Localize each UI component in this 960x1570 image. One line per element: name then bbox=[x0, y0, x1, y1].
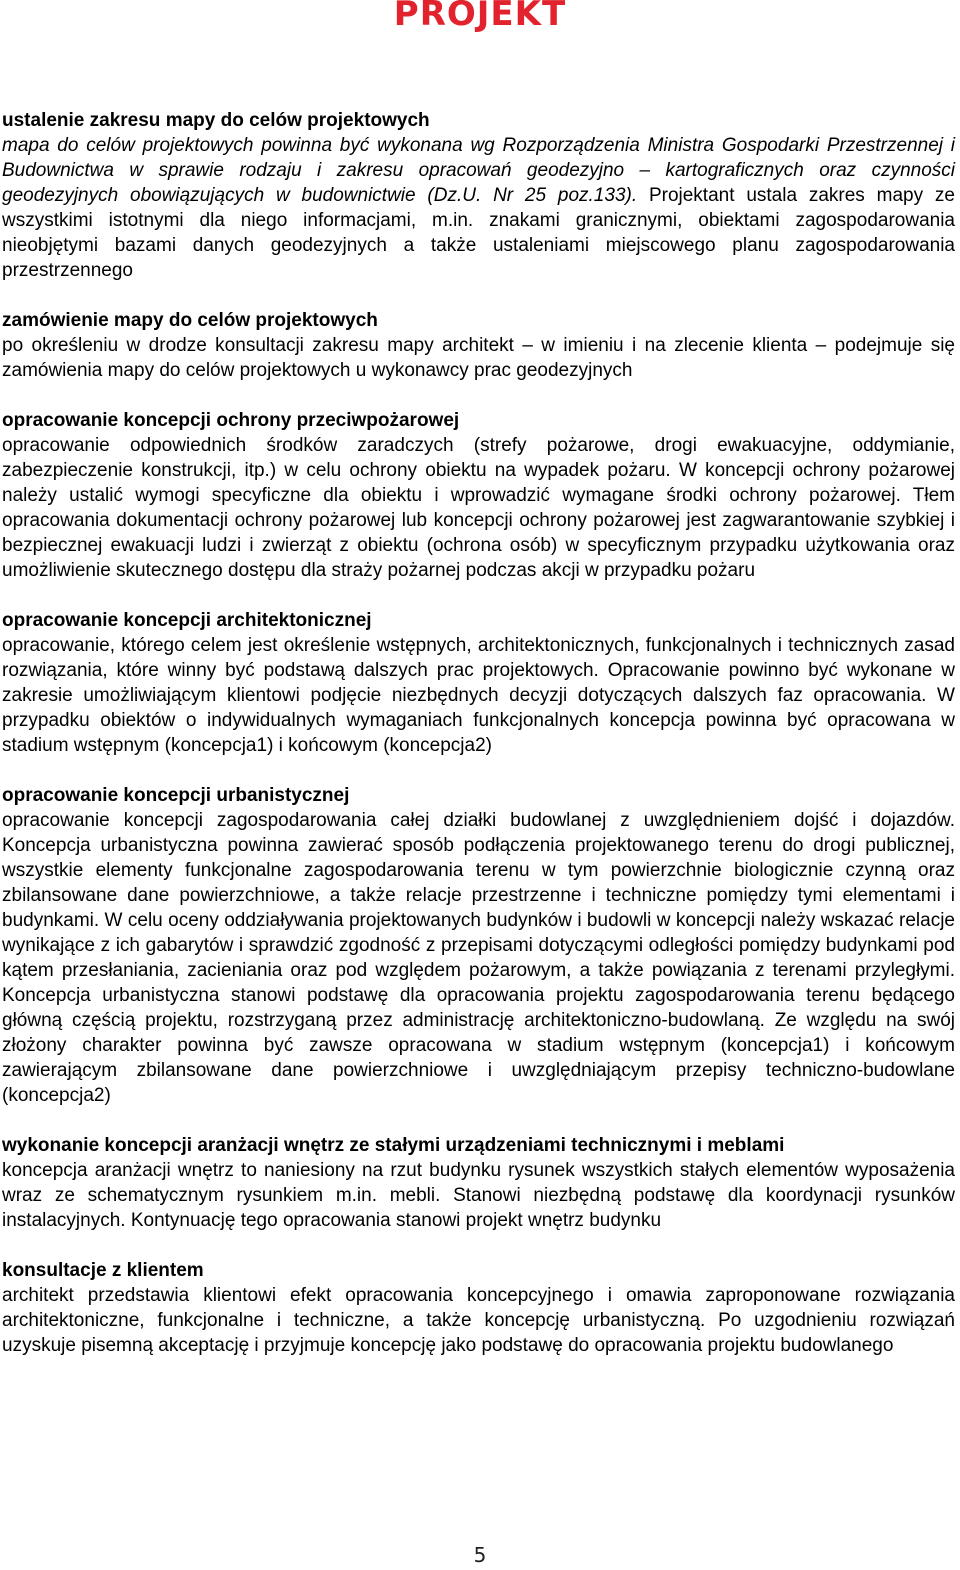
section-urban-concept bbox=[2, 783, 955, 1108]
section-body-italic: mapa do celów projektowych powinna być wykonana wg Rozporządzenia Ministra Gospodarki Przestrzennej i Budownictwa w sprawie rodzaju i zakresu opracowań geodezyjno – kartograficznych oraz czynności geodezyjnych obowiązujących w budownictwie (Dz.U. Nr 25 poz.133). bbox=[2, 135, 955, 206]
section-fire-protection bbox=[2, 408, 955, 583]
section-architectural-concept bbox=[2, 608, 955, 758]
section-map-scope bbox=[2, 108, 955, 283]
section-heading: ustalenie zakresu mapy do celów projektowych bbox=[2, 110, 430, 131]
section-body: opracowanie odpowiednich środków zaradczych (strefy pożarowe, drogi ewakuacyjne, oddymianie, zabezpieczenie konstrukcji, itp.) w celu ochrony obiektu na wypadek pożaru. W koncepcji ochrony pożarowej należy ustalić wymogi specyficzne dla obiektu i wprowadzić wymagane środki ochrony pożarowej. Tłem opracowania dokumentacji ochrony pożarowej lub koncepcji ochrony pożarowej jest zagwarantowanie szybkiej i bezpiecznej ewakuacji ludzi i zwierząt z obiektu (ochrona osób) w specyficznym przypadku użytkowania oraz umożliwienie skutecznego dostępu dla straży pożarnej podczas akcji w przypadku pożaru bbox=[2, 435, 955, 581]
page-number: 5 bbox=[473, 1543, 487, 1567]
section-heading: konsultacje z klientem bbox=[2, 1260, 204, 1281]
section-body-text: Projektant ustala zakres mapy ze wszystkimi istotnymi dla niego informacjami, m.in. znakami granicznymi, obiektami zagospodarowania nieobjętymi bazami danych geodezyjnych a także ustaleniami miejscowego planu zagospodarowania przestrzennego bbox=[2, 185, 955, 281]
section-heading: wykonanie koncepcji aranżacji wnętrz ze stałymi urządzeniami technicznymi i meblami bbox=[2, 1135, 785, 1156]
section-client-consultation bbox=[2, 1258, 955, 1358]
section-body: koncepcja aranżacji wnętrz to naniesiony na rzut budynku rysunek wszystkich stałych elementów wyposażenia wraz ze schematycznym rysunkiem m.in. mebli. Stanowi niezbędną podstawę dla koordynacji rysunków instalacyjnych. Kontynuację tego opracowania stanowi projekt wnętrz budynku bbox=[2, 1160, 955, 1231]
section-body: po określeniu w drodze konsultacji zakresu mapy architekt – w imieniu i na zlecenie klienta – podejmuje się zamówienia mapy do celów projektowych u wykonawcy prac geodezyjnych bbox=[2, 335, 955, 381]
projekt-stamp: PROJEKT bbox=[393, 0, 567, 34]
section-body bbox=[2, 133, 955, 283]
section-heading: opracowanie koncepcji architektonicznej bbox=[2, 610, 372, 631]
section-body: opracowanie, którego celem jest określenie wstępnych, architektonicznych, funkcjonalnych i technicznych zasad rozwiązania, które winny być podstawą dalszych prac projektowych. Opracowanie powinno być wykonane w zakresie umożliwiającym klientowi podjęcie niezbędnych decyzji dotyczących dalszych faz opracowania. W przypadku obiektów o indywidualnych wymaganiach funkcjonalnych koncepcja powinna być opracowana w stadium wstępnym (koncepcja1) i końcowym (koncepcja2) bbox=[2, 635, 955, 756]
document-body bbox=[2, 108, 955, 1383]
section-body: opracowanie koncepcji zagospodarowania całej działki budowlanej z uwzględnieniem dojść i dojazdów. Koncepcja urbanistyczna powinna zawierać sposób podłączenia projektowanego terenu do drogi publicznej, wszystkie elementy funkcjonalne zagospodarowania terenu w tym powierzchnie biologicznie czynną oraz zbilansowane dane powierzchniowe, a także relacje przestrzenne i techniczne pomiędzy tymi elementami i budynkami. W celu oceny oddziaływania projektowanych budynków i budowli w koncepcji należy wskazać relacje wynikające z ich gabarytów i sprawdzić zgodność z przepisami dotyczącymi odległości pomiędzy budynkami pod kątem przesłaniania, zacieniania oraz pod względem pożarowym, a także powiązania z terenami przyległymi. Koncepcja urbanistyczna stanowi podstawę dla opracowania projektu zagospodarowania terenu będącego główną częścią projektu, rozstrzyganą przez administrację architektoniczno-budowlaną. Ze względu na swój złożony charakter powinna być zawsze opracowana w stadium wstępnym (koncepcja1) i końcowym zawierającym zbilansowane dane powierzchniowe i uwzględniającym przepisy techniczno-budowlane (koncepcja2) bbox=[2, 810, 955, 1106]
section-heading: zamówienie mapy do celów projektowych bbox=[2, 310, 378, 331]
section-map-order bbox=[2, 308, 955, 383]
section-heading: opracowanie koncepcji urbanistycznej bbox=[2, 785, 350, 806]
section-interior-concept bbox=[2, 1133, 955, 1233]
section-body: architekt przedstawia klientowi efekt opracowania koncepcyjnego i omawia zaproponowane rozwiązania architektoniczne, funkcjonalne i techniczne, a także koncepcję urbanistyczną. Po uzgodnieniu rozwiązań uzyskuje pisemną akceptację i przyjmuje koncepcję jako podstawę do opracowania projektu budowlanego bbox=[2, 1285, 955, 1356]
section-heading: opracowanie koncepcji ochrony przeciwpożarowej bbox=[2, 410, 460, 431]
